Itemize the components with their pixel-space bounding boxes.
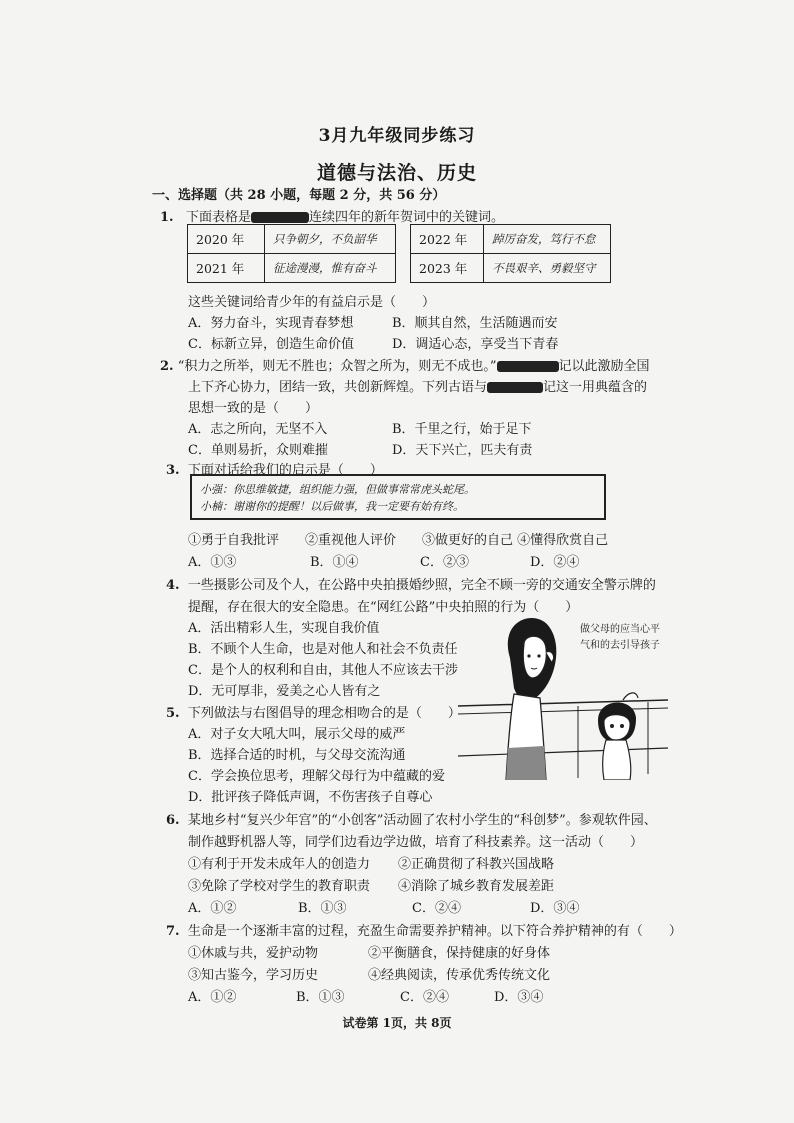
option-b: B．选择合适的时机，与父母交流沟通 xyxy=(188,748,406,763)
question-6-line2: 制作越野机器人等，同学们边看边学边做，培育了科技素养。这一活动（ ） xyxy=(188,835,644,850)
option-c: C．是个人的权利和自由，其他人不应该去干涉 xyxy=(188,663,458,678)
question-7-stem xyxy=(166,920,682,939)
option-a: A．①③ xyxy=(188,555,237,570)
question-3-items: ①勇于自我批评 ②重视他人评价 ③做更好的自己 ④懂得欣赏自己 xyxy=(188,533,609,548)
redaction-mark xyxy=(487,382,543,393)
option-b: B．顺其自然，生活随遇而安 xyxy=(392,316,558,331)
stem-text: 生命是一个逐渐丰富的过程，充盈生命需要养护精神。以下符合养护精神的有（ ） xyxy=(187,924,682,939)
table-cell: 征途漫漫，惟有奋斗 xyxy=(265,254,396,283)
option-b: B．不顾个人生命，也是对他人和社会不负责任 xyxy=(188,642,458,657)
stem-text: 记这一用典蕴含的 xyxy=(543,380,648,395)
question-number: 3. xyxy=(166,463,180,478)
option-d: D．天下兴亡，匹夫有责 xyxy=(392,443,533,458)
option-d: D．批评孩子降低声调，不伤害孩子自尊心 xyxy=(188,790,433,805)
option-a: A．①② xyxy=(188,901,237,916)
stem-text: 上下齐心协力，团结一致，共创新辉煌。下列古语与 xyxy=(188,380,488,395)
caption-line: 做父母的应当心平 xyxy=(580,624,660,635)
option-d: D．无可厚非，爱美之心人皆有之 xyxy=(188,684,381,699)
question-number: 2. xyxy=(160,359,174,374)
page-footer: 试卷第 1页，共 8页 xyxy=(342,1016,452,1030)
option-c: C．②④ xyxy=(400,990,449,1005)
option-c: C．②④ xyxy=(412,901,461,916)
option-b: B．①③ xyxy=(296,990,345,1005)
table-cell: 2022 年 xyxy=(411,225,484,254)
question-4-line1 xyxy=(166,574,656,593)
stem-text: 某地乡村“复兴少年宫”的“小创客”活动圆了农村小学生的“科创梦”。参观软件园、 xyxy=(187,813,657,828)
table-cell: 踔厉奋发，笃行不怠 xyxy=(484,225,611,254)
option-c: C．学会换位思考，理解父母行为中蕴藏的爱 xyxy=(188,769,445,784)
stem-text: 连续四年的新年贺词中的关键词。 xyxy=(309,210,505,225)
table-divider xyxy=(396,225,411,254)
statement-1: ①有利于开发未成年人的创造力 xyxy=(188,857,371,872)
stem-text: 一些摄影公司及个人，在公路中央拍摄婚纱照，完全不顾一旁的交通安全警示牌的 xyxy=(187,578,656,593)
option-d: D．②④ xyxy=(530,555,580,570)
stem-text: 记以此激励全国 xyxy=(558,359,650,374)
option-b: B．千里之行，始于足下 xyxy=(392,422,532,437)
dialog-box xyxy=(190,474,606,520)
option-a: A．对子女大吼大叫，展示父母的威严 xyxy=(188,727,406,742)
page-subtitle: 道德与法治、历史 xyxy=(316,162,477,184)
dialog-line: 小强：你思维敏捷，组织能力强，但做事常常虎头蛇尾。 xyxy=(200,483,475,496)
option-d: D．③④ xyxy=(530,901,580,916)
question-5-stem xyxy=(166,702,461,721)
caption-line: 气和的去引导孩子 xyxy=(580,640,660,651)
page-title: 3月九年级同步练习 xyxy=(318,126,476,146)
option-b: B．①④ xyxy=(310,555,359,570)
table-cell: 2020 年 xyxy=(188,225,265,254)
option-d: D．调适心态，享受当下青春 xyxy=(392,337,559,352)
table-cell: 只争朝夕，不负韶华 xyxy=(265,225,396,254)
question-2-line2 xyxy=(188,376,647,395)
option-c: C．单则易折，众则难摧 xyxy=(188,443,328,458)
stem-text: 下面对话给我们的启示是（ ） xyxy=(187,463,383,478)
statement-3: ③知古鉴今，学习历史 xyxy=(188,968,319,983)
question-1-stem xyxy=(160,206,504,225)
question-number: 6. xyxy=(166,813,180,828)
option-a: A．志之所向，无坚不入 xyxy=(188,422,328,437)
question-number: 4. xyxy=(166,578,180,593)
option-a: A．努力奋斗，实现青春梦想 xyxy=(188,316,354,331)
table-cell: 2021 年 xyxy=(188,254,265,283)
statement-3: ③免除了学校对学生的教育职责 xyxy=(188,879,371,894)
option-c: C．②③ xyxy=(420,555,469,570)
illustration-caption xyxy=(580,622,660,654)
redaction-mark xyxy=(251,212,309,223)
option-d: D．③④ xyxy=(494,990,544,1005)
option-b: B．①③ xyxy=(298,901,347,916)
stem-text: 下面表格是 xyxy=(185,210,251,225)
table-row xyxy=(188,254,611,283)
question-2-line3: 思想一致的是（ ） xyxy=(188,401,319,416)
statement-2: ②平衡膳食，保持健康的好身体 xyxy=(368,946,551,961)
table-divider xyxy=(396,254,411,283)
question-6-line1 xyxy=(166,809,657,828)
question-number: 5. xyxy=(166,706,180,721)
table-cell: 2023 年 xyxy=(411,254,484,283)
keyword-table xyxy=(187,224,611,283)
table-row xyxy=(188,225,611,254)
question-number: 7. xyxy=(166,924,180,939)
stem-text: 下列做法与右图倡导的理念相吻合的是（ ） xyxy=(187,706,461,721)
redaction-mark xyxy=(497,361,559,372)
question-1-ask: 这些关键词给青少年的有益启示是（ ） xyxy=(188,295,436,310)
statement-4: ④消除了城乡教育发展差距 xyxy=(398,879,555,894)
stem-text: “积力之所举，则无不胜也；众智之所为，则无不成也。” xyxy=(177,359,497,374)
option-a: A．活出精彩人生，实现自我价值 xyxy=(188,621,380,636)
dialog-line: 小楠：谢谢你的提醒！以后做事，我一定要有始有终。 xyxy=(200,500,464,513)
option-a: A．①② xyxy=(188,990,237,1005)
option-c: C．标新立异，创造生命价值 xyxy=(188,337,354,352)
table-cell: 不畏艰辛、勇毅坚守 xyxy=(484,254,611,283)
question-number: 1. xyxy=(160,210,174,225)
statement-4: ④经典阅读，传承优秀传统文化 xyxy=(368,968,551,983)
section-heading: 一、选择题（共 28 小题，每题 2 分，共 56 分） xyxy=(152,188,446,203)
statement-1: ①休戚与共，爱护动物 xyxy=(188,946,319,961)
statement-2: ②正确贯彻了科教兴国战略 xyxy=(398,857,555,872)
question-2-line1 xyxy=(160,355,650,374)
question-4-line2: 提醒，存在很大的安全隐患。在“网红公路”中央拍照的行为（ ） xyxy=(188,600,579,615)
